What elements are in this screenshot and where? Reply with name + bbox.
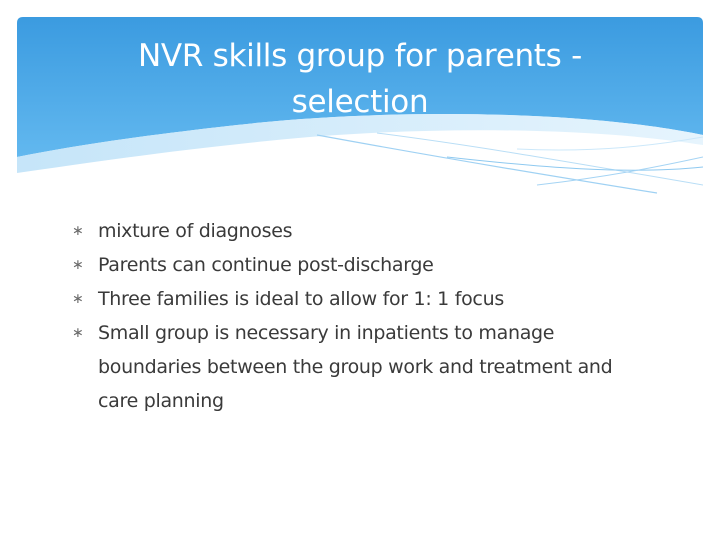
asterisk-bullet-icon: ∗	[72, 291, 84, 307]
slide-title	[17, 33, 703, 125]
bullet-text: mixture of diagnoses	[98, 220, 293, 242]
title-line-1: NVR skills group for parents -	[138, 38, 582, 74]
bullet-text: Parents can continue post-discharge	[98, 254, 434, 276]
bullet-list	[72, 214, 652, 418]
bullet-text: Three families is ideal to allow for 1: 1 focus	[98, 288, 504, 310]
title-line-2: selection	[291, 84, 429, 120]
bullet-text: Small group is necessary in inpatients to manage boundaries between the group work and treatment and care planning	[98, 322, 613, 412]
list-item	[72, 248, 652, 282]
asterisk-bullet-icon: ∗	[72, 325, 84, 341]
list-item	[72, 282, 652, 316]
list-item	[72, 316, 652, 418]
asterisk-bullet-icon: ∗	[72, 223, 84, 239]
list-item	[72, 214, 652, 248]
title-banner	[17, 17, 703, 197]
asterisk-bullet-icon: ∗	[72, 257, 84, 273]
